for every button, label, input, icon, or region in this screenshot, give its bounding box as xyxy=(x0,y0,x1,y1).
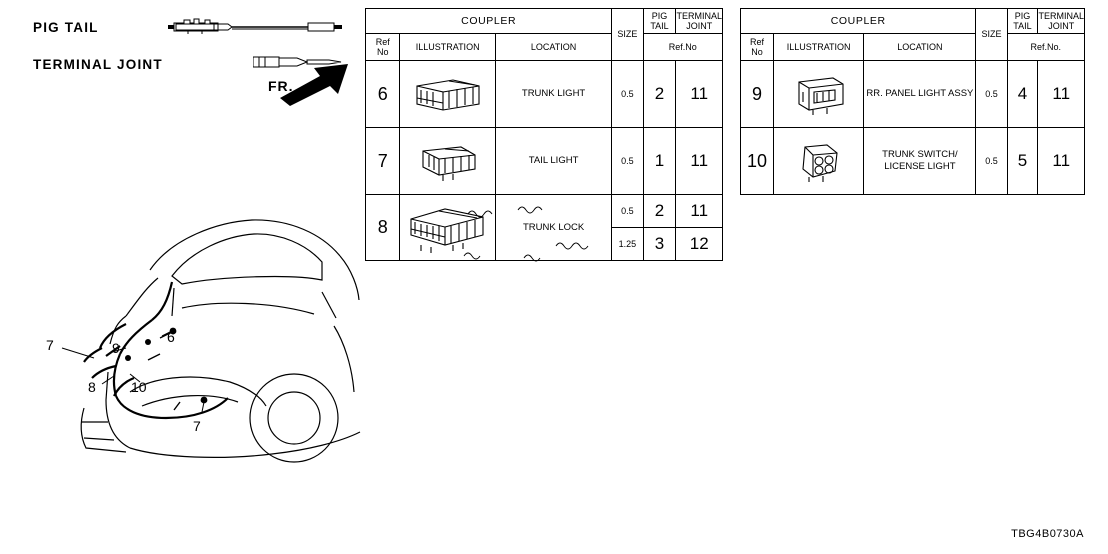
row-terminal-joint: 11 xyxy=(676,61,723,128)
car-callout-10: 10 xyxy=(131,379,147,395)
car-callout-6: 6 xyxy=(167,329,175,345)
connector-illustration-trunk-switch xyxy=(773,128,863,195)
drawing-number: TBG4B0730A xyxy=(1011,528,1084,540)
row-pig-tail: 2 xyxy=(643,61,676,128)
connector-illustration-trunk-lock xyxy=(400,195,495,261)
left-coupler-table xyxy=(365,8,723,261)
header-terminal-joint: TERMINAL JOINT xyxy=(676,9,723,34)
table-row xyxy=(366,195,723,228)
row-ref-no: 6 xyxy=(366,61,400,128)
car-callout-7-lower: 7 xyxy=(193,418,201,434)
row-location: TRUNK LIGHT xyxy=(495,61,612,128)
row-size: 0.5 xyxy=(612,61,643,128)
row-terminal-joint: 11 xyxy=(1038,61,1085,128)
header-size: SIZE xyxy=(612,9,643,61)
row-terminal-joint: 11 xyxy=(676,195,723,228)
header-coupler: COUPLER xyxy=(741,9,976,34)
header-pig-tail: PIG TAIL xyxy=(643,9,676,34)
header-ref-no: Ref No xyxy=(741,34,774,61)
row-location: RR. PANEL LIGHT ASSY xyxy=(864,61,976,128)
header-illustration: ILLUSTRATION xyxy=(773,34,863,61)
row-pig-tail: 2 xyxy=(643,195,676,228)
row-terminal-joint: 11 xyxy=(676,128,723,195)
header-size: SIZE xyxy=(976,9,1007,61)
header-terminal-joint: TERMINAL JOINT xyxy=(1038,9,1085,34)
row-ref-no: 10 xyxy=(741,128,774,195)
row-size: 0.5 xyxy=(612,195,643,228)
car-callout-9: 9 xyxy=(112,340,120,356)
row-pig-tail: 3 xyxy=(643,228,676,261)
header-coupler: COUPLER xyxy=(366,9,612,34)
row-pig-tail: 1 xyxy=(643,128,676,195)
row-ref-no: 8 xyxy=(366,195,400,261)
row-pig-tail: 5 xyxy=(1007,128,1038,195)
table-row xyxy=(366,61,723,128)
car-callout-8: 8 xyxy=(88,379,96,395)
row-location: TRUNK SWITCH/ LICENSE LIGHT xyxy=(864,128,976,195)
row-location: TRUNK LOCK xyxy=(495,195,612,261)
header-illustration: ILLUSTRATION xyxy=(400,34,495,61)
connector-illustration-trunk-light xyxy=(400,61,495,128)
right-coupler-table xyxy=(740,8,1085,195)
connector-illustration-tail-light xyxy=(400,128,495,195)
table-row xyxy=(741,61,1085,128)
pig-tail-label: PIG TAIL xyxy=(33,20,99,35)
row-location: TAIL LIGHT xyxy=(495,128,612,195)
row-pig-tail: 4 xyxy=(1007,61,1038,128)
row-terminal-joint: 11 xyxy=(1038,128,1085,195)
header-ref-no: Ref No xyxy=(366,34,400,61)
pig-tail-illustration xyxy=(168,16,343,38)
header-pig-tail: PIG TAIL xyxy=(1007,9,1038,34)
row-size: 0.5 xyxy=(612,128,643,195)
car-rear-harness-illustration xyxy=(22,196,362,496)
car-callout-7-upper: 7 xyxy=(46,337,54,353)
header-refno-sub: Ref.No xyxy=(643,34,722,61)
terminal-joint-label: TERMINAL JOINT xyxy=(33,57,163,72)
row-ref-no: 7 xyxy=(366,128,400,195)
header-location: LOCATION xyxy=(864,34,976,61)
table-row xyxy=(366,128,723,195)
row-size: 1.25 xyxy=(612,228,643,261)
connector-illustration-rr-panel-light xyxy=(773,61,863,128)
header-refno-sub: Ref.No. xyxy=(1007,34,1085,61)
table-row xyxy=(741,128,1085,195)
front-direction-label: FR. xyxy=(268,78,294,94)
row-size: 0.5 xyxy=(976,128,1007,195)
row-terminal-joint: 12 xyxy=(676,228,723,261)
row-ref-no: 9 xyxy=(741,61,774,128)
row-size: 0.5 xyxy=(976,61,1007,128)
header-location: LOCATION xyxy=(495,34,612,61)
